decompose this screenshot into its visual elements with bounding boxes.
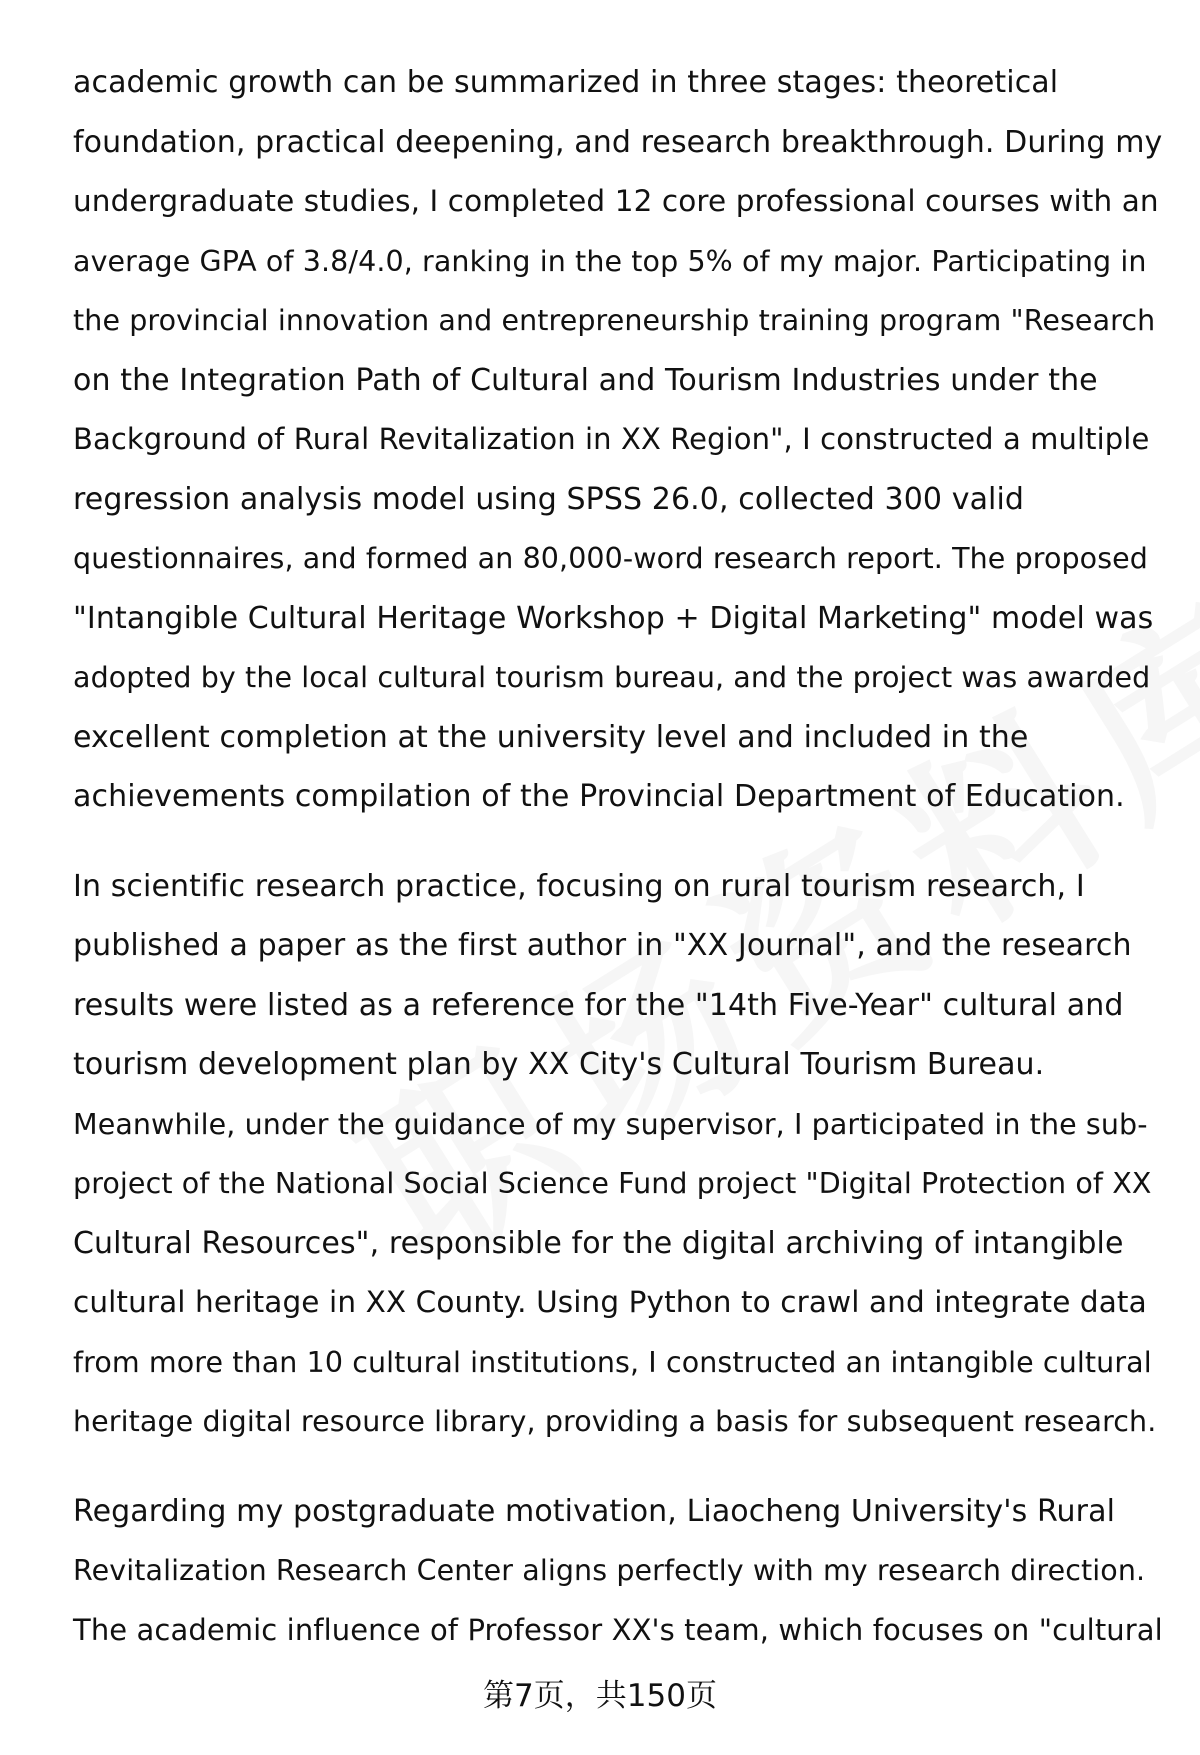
text-line: excellent completion at the university level and included in the xyxy=(73,719,1029,755)
text-line: foundation, practical deepening, and research breakthrough. During my xyxy=(73,124,1163,160)
text-line: "Intangible Cultural Heritage Workshop + Digital Marketing" model was xyxy=(73,600,1154,636)
text-line: Background of Rural Revitalization in XX Region", I constructed a multiple xyxy=(73,422,1150,456)
text-line: Regarding my postgraduate motivation, Liaocheng University's Rural xyxy=(73,1493,1116,1529)
text-line: In scientific research practice, focusing on rural tourism research, I xyxy=(73,868,1085,904)
paragraph xyxy=(73,857,1163,1452)
text-line: average GPA of 3.8/4.0, ranking in the top 5% of my major. Participating in xyxy=(73,244,1147,278)
document-body xyxy=(73,53,1163,1690)
text-line: adopted by the local cultural tourism bureau, and the project was awarded xyxy=(73,661,1151,694)
text-line: cultural heritage in XX County. Using Python to crawl and integrate data xyxy=(73,1285,1147,1319)
text-line: Meanwhile, under the guidance of my supervisor, I participated in the sub- xyxy=(73,1107,1148,1141)
paragraph xyxy=(73,1482,1163,1661)
text-line: tourism development plan by XX City's Cultural Tourism Bureau. xyxy=(73,1047,1045,1082)
text-line: the provincial innovation and entrepreneurship training program "Research xyxy=(73,304,1156,337)
text-line: heritage digital resource library, providing a basis for subsequent research. xyxy=(73,1405,1157,1438)
text-line: project of the National Social Science Fund project "Digital Protection of XX xyxy=(73,1167,1152,1200)
text-line: achievements compilation of the Provincial Department of Education. xyxy=(73,779,1125,814)
paragraph xyxy=(73,53,1163,827)
text-line: undergraduate studies, I completed 12 core professional courses with an xyxy=(73,184,1159,218)
text-line: academic growth can be summarized in three stages: theoretical xyxy=(73,65,1059,100)
text-line: Revitalization Research Center aligns perfectly with my research direction. xyxy=(73,1554,1146,1587)
text-line: results were listed as a reference for the "14th Five-Year" cultural and xyxy=(73,987,1124,1023)
page-number: 第7页，共150页 xyxy=(483,1678,717,1714)
text-line: regression analysis model using SPSS 26.0, collected 300 valid xyxy=(73,481,1025,517)
text-line: from more than 10 cultural institutions, I constructed an intangible cultural xyxy=(73,1345,1152,1379)
text-line: Cultural Resources", responsible for the digital archiving of intangible xyxy=(73,1225,1124,1261)
text-line: on the Integration Path of Cultural and Tourism Industries under the xyxy=(73,362,1098,398)
text-line: published a paper as the first author in "XX Journal", and the research xyxy=(73,928,1132,963)
text-line: questionnaires, and formed an 80,000-word research report. The proposed xyxy=(73,542,1148,575)
text-line: The academic influence of Professor XX's team, which focuses on "cultural xyxy=(73,1612,1163,1647)
